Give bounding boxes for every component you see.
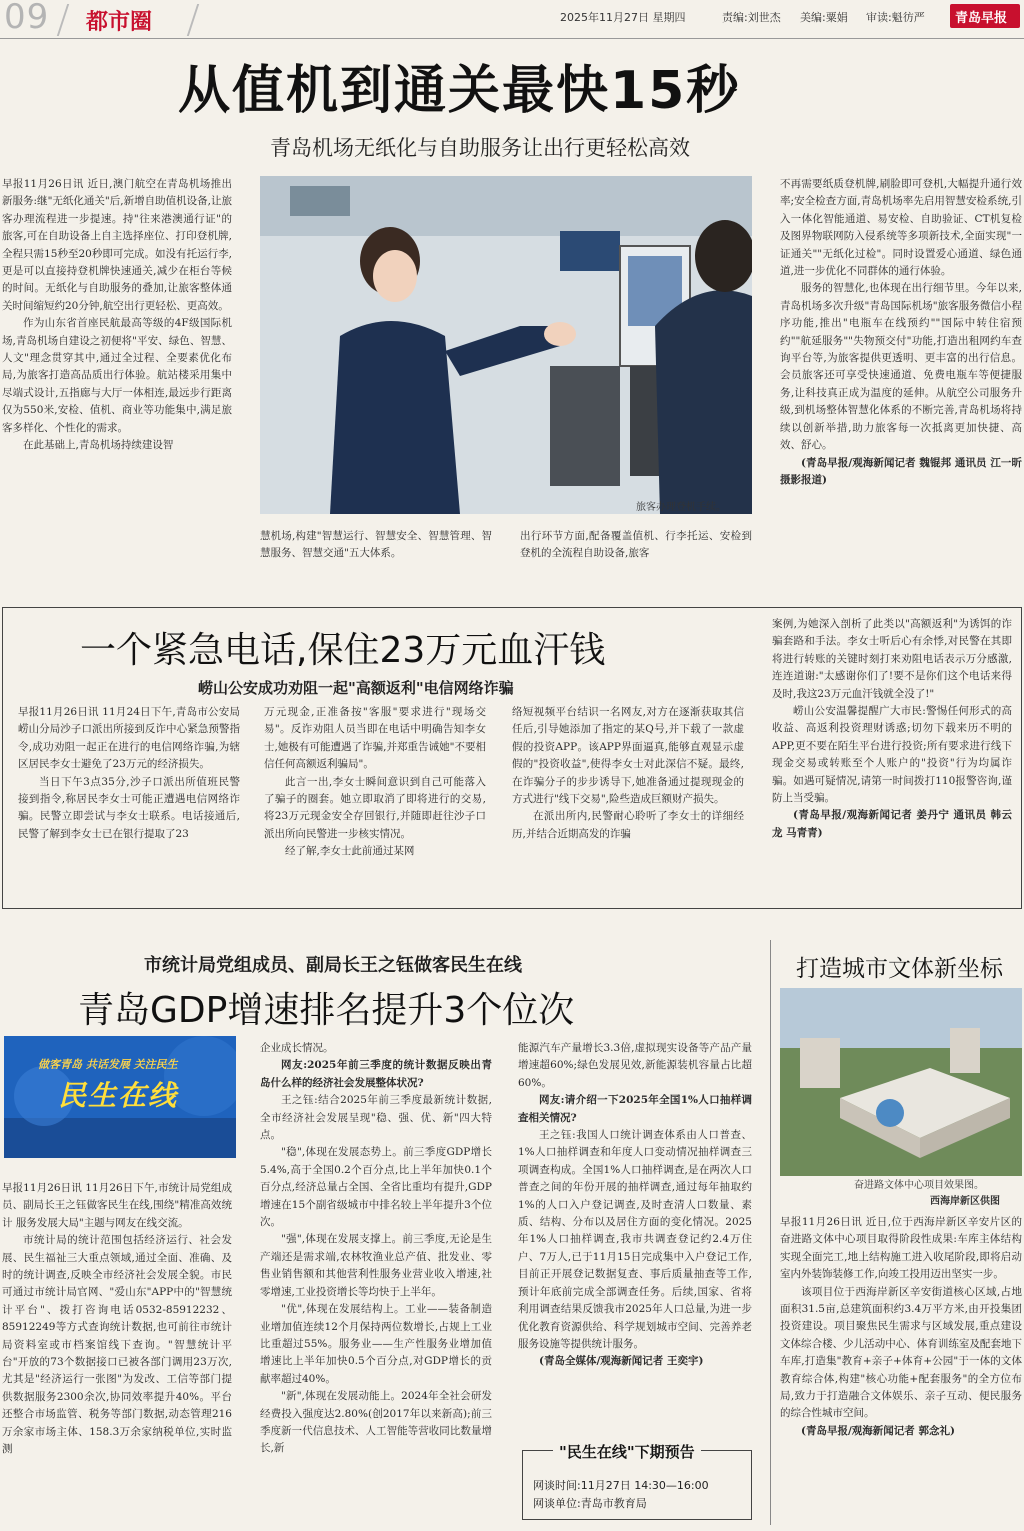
credit-editor: 责编:刘世杰 [722, 11, 781, 24]
newspaper-logo [950, 4, 1020, 28]
story3-byline: (青岛全媒体/观海新闻记者 王奕宇) [539, 1355, 704, 1368]
story4-left-rule [770, 940, 771, 1525]
credit-designer: 美编:粟娟 [800, 11, 848, 24]
page-number: 09 [4, 0, 50, 37]
story2-col2-p1: 万元现金,正准备按"客服"要求进行"现场交易"。反诈劝阻人员当即在电话中明确告知李女士,她极有可能遭遇了诈骗,并郑重告诫她"不要相信任何高额返利骗局"。 [264, 706, 486, 771]
story1-col2 [260, 528, 492, 564]
story1-col4 [780, 176, 1022, 566]
story3-a1: 王之钰:结合2025年前三季度最新统计数据,全市经济社会发展呈现"稳、强、优、新"四大特点。 [260, 1094, 492, 1142]
story4-p2: 该项目位于西海岸新区辛安街道核心区域,占地面积31.5亩,总建筑面积约3.4万平方米,由开投集团投资建设。项目聚焦民生需求与区域发展,重点建设文体综合楼、少儿活动中心、体育训练室及配套地下车库,打造集"教育+亲子+体育+公园"于一体的文体教育综合体,构建"核心功能+配套服务"的全方位布局,致力于打造融合文体娱乐、亲子互动、便民服务的综合性城市空间。 [780, 1285, 1022, 1420]
story4-byline: (青岛早报/观海新闻记者 郭念礼) [801, 1424, 955, 1437]
divider-slash [57, 4, 69, 36]
story2-col3-p2: 在派出所内,民警耐心聆听了李女士的详细经历,并结合近期高发的诈骗 [512, 810, 744, 840]
story1-col4-p1: 不再需要纸质登机牌,刷脸即可登机,大幅提升通行效率;安全检查方面,青岛机场率先启用智慧安检系统,引入一体化智能通道、易安检、自助验证、CT机复检及图界物联网防入侵系统等多项新技术,全面实现"一证通关""无纸化过检"。同时设置爱心通道、绿色通道,进一步优化不同群体的通行体验。 [780, 178, 1022, 278]
story2-col1 [18, 704, 240, 900]
story2-col2-p3: 经了解,李女士此前通过某网 [285, 845, 415, 858]
story3-headline: 青岛GDP增速排名提升3个位次 [78, 990, 575, 1031]
story3-p1: 早报11月26日讯 11月26日下午,市统计局党组成员、副局长王之钰做客民生在线,围绕"精准高效统计 服务发展大局"主题与网友在线交流。 [2, 1182, 232, 1229]
story2-col3 [512, 704, 744, 900]
story3-a2: 王之钰:我国人口统计调查体系由人口普查、1%人口抽样调查和年度人口变动情况抽样调查三项调查构成。全国1%人口抽样调查,是在两次人口普查之间的年份开展的抽样调查,通过每年抽取约1%的人口入户登记调查,及时查清人口数量、素质、结构、分布以及居住方面的变化情况。2025年1%人口抽样调查,我市共调查登记约2.4万住户、7万人,已于11月15日完成集中入户登记工作,目前正开展登记数据复查、事后质量抽查等工作,预计年底前完成全部调查任务。后续,国家、省将利用调查结果反馈我市2025年人口总量,为进一步优化教育资源供给、科学规划城市空间、完善养老服务设施等提供统计服务。 [518, 1129, 752, 1350]
story2-col4 [772, 616, 1012, 902]
story4-p1: 早报11月26日讯 近日,位于西海岸新区辛安片区的奋进路文体中心项目取得阶段性成果:车库主体结构实现全面完工,地上结构施工进入收尾阶段,即将启动室内外装饰装修工作,向竣工投用迈出坚实一步。 [780, 1216, 1022, 1281]
next-notice-box [522, 1443, 752, 1520]
story4-body [780, 1214, 1022, 1526]
story4-photo-caption: 奋进路文体中心项目效果图。 [854, 1180, 984, 1191]
notice-unit: 网谈单位:青岛市教育局 [533, 1497, 647, 1510]
story3-col2-p1: 企业成长情况。 [260, 1042, 334, 1054]
story3-a1-optimal: "优",体现在发展结构上。工业——装备制造业增加值连续12个月保持两位数增长,占规上工业比重超过55%。服务业——生产性服务业增加值增速比上半年加快0.5个百分点,对GDP增长的贡献率超过40%。 [260, 1303, 492, 1385]
story3-kicker: 市统计局党组成员、副局长王之钰做客民生在线 [144, 955, 522, 976]
airport-photo [260, 176, 752, 514]
minsheng-banner [4, 1036, 236, 1158]
story1-col3 [520, 528, 752, 564]
story2-col4-p1: 案例,为她深入剖析了此类以"高额返利"为诱饵的诈骗套路和手法。李女士听后心有余悸,对民警在其即将进行转账的关键时刻打来劝阻电话表示万分感激,连连道谢:"太感谢你们了!要不是你们这个电话来得及时,我这23万元血汗钱就全没了!" [772, 618, 1012, 700]
story3-a1-strong: "强",体现在发展支撑上。前三季度,无论是生产端还是需求端,农林牧渔业总产值、批发业、零售业销售额和其他营利性服务业营业收入增速,社零增速,工业投资增长等均快于上半年。 [260, 1233, 492, 1298]
story1-col4-p2: 服务的智慧化,也体现在出行细节里。今年以来,青岛机场多次升级"青岛国际机场"旅客服务微信小程序功能,推出"电瓶车在线预约""国际中转住宿预约""航延服务""失物预交付"功能,打造出租网约车查询平台等,为旅客提供更透明、更丰富的出行信息。会员旅客还可享受快速通道、免费电瓶车等便捷服务,让科技真正成为温度的延伸。从航空公司服务升级,到机场整体智慧化体系的不断完善,青岛机场将持续以创新举措,助力旅客每一次抵离更加快捷、高效、舒心。 [780, 282, 1022, 452]
story2-p1: 早报11月26日讯 11月24日下午,青岛市公安局崂山分局沙子口派出所接到反诈中心紧急预警指令,成功劝阻一起正在进行的电信网络诈骗,为辖区居民李女士避免了23万元的经济损失。 [18, 706, 240, 771]
story3-col3 [518, 1040, 752, 1420]
notice-time: 网谈时间:11月27日 14:30—16:00 [533, 1479, 709, 1492]
story3-p2: 市统计局的统计范围包括经济运行、社会发展、民生福祉三大重点领域,通过全面、准确、及时的统计调查,反映全市经济社会发展全貌。市民可通过市统计局官网、"爱山东"APP中的"智慧统计平台"、拨打咨询电话0532-85912232、85912249等方式查询统计数据,也可前往市统计局资料室或市档案馆线下查询。"智慧统计平台"开放的73个数据接口已被各部门调用23万次,尤其是"经济运行一张图"为发改、工信等部门提供数据服务2300余次,协同效率提升40%。平台还整合市场监管、税务等部门数据,动态管理216万余家市场主体、158.3万余家纳税单位,实时监测 [2, 1234, 232, 1456]
section-title: 都市圈 [86, 10, 153, 35]
story2-col3-p1: 络短视频平台结识一名网友,对方在逐渐获取其信任后,引导她添加了指定的某Q号,并下载了一款虚假的投资APP。该APP界面逼真,能够直观显示虚假的"投资收益",使得李女士对此深信不疑。最终,在诈骗分子的步步诱导下,她准备通过提现现金的方式进行"线下交易",险些造成巨额财产损失。 [512, 706, 744, 806]
story1-p3: 在此基础上,青岛机场持续建设智 [23, 439, 174, 452]
story1-col2-text: 慧机场,构建"智慧运行、智慧安全、智慧管理、智慧服务、智慧交通"五大体系。 [260, 530, 492, 560]
story3-q1: 网友:2025年前三季度的统计数据反映出青岛什么样的经济社会发展整体状况? [260, 1059, 492, 1089]
story1-byline: (青岛早报/观海新闻记者 魏锟邦 通讯员 江一昕 摄影报道) [780, 456, 1022, 486]
issue-date: 2025年11月27日 星期四 [560, 11, 686, 24]
story2-col2-p2: 此言一出,李女士瞬间意识到自己可能落入了骗子的圈套。她立即取消了即将进行的交易,将23万元现金安全存回银行,并随即赶往沙子口派出所向民警进一步核实情况。 [264, 775, 486, 840]
logo-text: 青岛早报 [955, 11, 1008, 26]
story1-p1: 早报11月26日讯 近日,澳门航空在青岛机场推出新服务:继"无纸化通关"后,新增自助值机设备,让旅客办理流程进一步提速。持"往来港澳通行证"的旅客,可在自助设备上自主选择座位、打印登机牌,全程只需15秒至20秒即可完成。如没有托运行李,更是可以直接持登机牌快速通关,减少在柜台等候的时间。无纸化与自助服务的叠加,让旅客整体通关时间缩短约20分钟,航空出行更轻松、更高效。 [2, 178, 232, 312]
story2-byline: (青岛早报/观海新闻记者 姜丹宁 通讯员 韩云龙 马青青) [772, 809, 1012, 839]
story3-col3-p1: 能源汽车产量增长3.3倍,虚拟现实设备等产品产量增速超60%;绿色发展见效,新能源装机容量占比超60%。 [518, 1042, 752, 1089]
banner-tag: 做客青岛 共话发展 关注民生 [38, 1058, 178, 1071]
story1-photo-caption: 旅客办理登机手续。 [636, 502, 726, 513]
story1-col3-text: 出行环节方面,配备覆盖值机、行李托运、安检到登机的全流程自助设备,旅客 [520, 530, 752, 560]
banner-title: 民生在线 [58, 1079, 179, 1112]
story1-subhead: 青岛机场无纸化与自助服务让出行更轻松高效 [270, 136, 690, 160]
story4-photo-credit: 西海岸新区供图 [930, 1196, 1000, 1207]
story2-p2: 当日下午3点35分,沙子口派出所值班民警接到指令,称居民李女士可能正遭遇电信网络诈骗。民警立即尝试与李女士联系。电话接通后,民警了解到李女士已在银行提取了23 [18, 775, 240, 840]
credit-reviewer: 审读:魁彷严 [866, 11, 925, 24]
story2-subhead: 崂山公安成功劝阻一起"高额返利"电信网络诈骗 [198, 679, 514, 697]
header-rule [0, 38, 1024, 39]
story3-a1-stable: "稳",体现在发展态势上。前三季度GDP增长5.4%,高于全国0.2个百分点,比上半年加快0.1个百分点,经济总量占全国、全省比重均有提升,GDP增速在15个副省级城市中排名较上半年提升3个位次。 [260, 1146, 492, 1229]
sports-center-render [780, 988, 1022, 1176]
story2-headline: 一个紧急电话,保住23万元血汗钱 [80, 630, 606, 671]
story2-col4-p2: 崂山公安温馨提醒广大市民:警惕任何形式的高收益、高返利投资理财诱惑;切勿下载来历不明的APP,更不要在陌生平台进行投资;所有要求进行线下现金交易或转账至个人账户的"投资"行为均属诈骗。如遇可疑情况,请第一时间拨打110报警咨询,谨防上当受骗。 [772, 705, 1012, 805]
story2-col2 [264, 704, 486, 900]
story4-headline: 打造城市文体新坐标 [796, 956, 1003, 982]
story1-col1 [2, 176, 232, 566]
story1-p2: 作为山东省首座民航最高等级的4F级国际机场,青岛机场自建设之初便将"平安、绿色、智慧、人文"理念贯穿其中,通过全过程、全要素优化布局,为旅客打造高品质出行体验。航站楼采用集中尽端式设计,五指廊与大厅一体相连,最远步行距离仅为550米,安检、值机、商业等功能集中,满足旅客多样化、个性化的需求。 [2, 317, 232, 434]
story3-col1 [2, 1180, 232, 1520]
story1-headline: 从值机到通关最快15秒 [178, 61, 741, 121]
story3-q2: 网友:请介绍一下2025年全国1%人口抽样调查相关情况? [518, 1094, 752, 1124]
divider-slash-2 [187, 4, 199, 36]
page-header [0, 0, 1024, 38]
story3-col2 [260, 1040, 492, 1520]
story3-a1-new: "新",体现在发展动能上。2024年全社会研发经费投入强度达2.80%(创2017年以来新高);前三季度新一代信息技术、人工智能等营收同比数量增长,新 [260, 1390, 492, 1455]
notice-title: "民生在线"下期预告 [553, 1441, 701, 1462]
